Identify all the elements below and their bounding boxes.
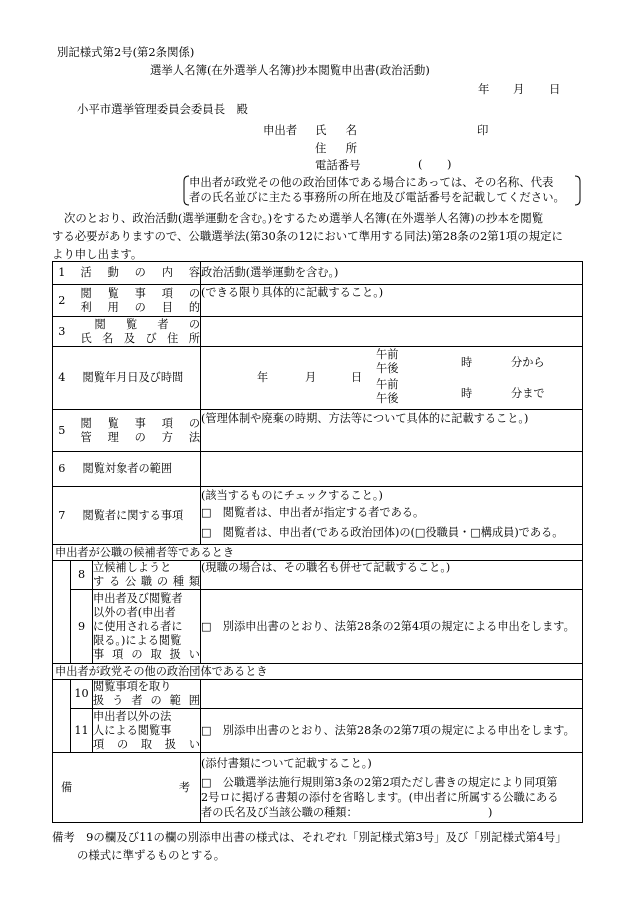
name-label: 氏 名	[315, 123, 357, 137]
corporate-checkbox[interactable]: □ 別添申出書のとおり、法第28条の2第7項の規定による申出をします。	[201, 709, 583, 753]
row-label: 閲 覧 事 項 の 管 理 の 方 法	[71, 410, 201, 452]
remarks-line-2: 2号ロに掲げる書類の添付を省略します。(申出者に所属する公職にある	[201, 790, 559, 804]
pm-label-1: 午後	[376, 362, 399, 375]
row-number: 5	[53, 410, 71, 452]
am-label-1: 午前	[376, 348, 399, 361]
management-field[interactable]: (管理体制や廃棄の時期、方法等について具体的に記載すること。)	[201, 410, 583, 452]
row-label: 閲覧対象者の範囲	[71, 452, 201, 487]
remarks-label: 備 考	[53, 753, 201, 823]
row-label: 活 動 の 内 容	[71, 262, 201, 285]
address-label: 住 所	[315, 141, 357, 155]
indent-cell	[53, 561, 71, 590]
pm-label-2: 午後	[376, 392, 399, 405]
intro-line-3: より申し出ます。	[52, 247, 143, 261]
row-viewer-details	[53, 487, 583, 545]
row-label: 閲覧事項を取り 扱 う 者 の 範 囲	[93, 680, 200, 707]
datetime-field[interactable]	[201, 347, 583, 410]
row-corporate	[53, 709, 583, 753]
year-unit: 年	[257, 371, 269, 384]
row-label: 申出者及び閲覧者 以外の者(申出者 に使用される者に 限る。)による閲覧 事 項 の 取 扱 い	[93, 590, 201, 664]
viewer-designated-checkbox[interactable]: □ 閲覧者は、申出者が指定する者である。	[201, 506, 425, 519]
remarks-field	[201, 753, 583, 823]
row-number: 11	[71, 709, 93, 753]
month-unit: 月	[305, 371, 317, 384]
row-number: 1	[53, 262, 71, 285]
day-unit: 日	[351, 371, 363, 384]
intro-line-2: する必要がありますので、公職選挙法(第30条の12において準用する同法)第28条の2第1項の規定に	[52, 229, 563, 243]
note-line-2: 者の氏名並びに主たる事務所の所在地及び電話番号を記載してください。	[189, 190, 565, 204]
row-number: 2	[53, 285, 71, 317]
footer-note-1: 備考 9の欄及び11の欄の別添申出書の様式は、それぞれ「別記様式第3号」及び「別記様式第4号」	[52, 830, 567, 844]
handler-scope-field[interactable]	[201, 680, 583, 709]
row-remarks	[53, 753, 583, 823]
purpose-field[interactable]: (できる限り具体的に記載すること。)	[201, 285, 583, 317]
date-month: 月	[513, 82, 525, 96]
row-label: 立候補しようと す る 公 職 の 種 類	[93, 561, 201, 588]
hour-unit-2: 時	[461, 387, 473, 400]
phone-label: 電話番号	[315, 158, 361, 172]
application-table	[52, 261, 583, 823]
row-label: 閲覧年月日及び時間	[71, 347, 201, 410]
viewer-details-field	[201, 487, 583, 545]
omit-attachment-checkbox[interactable]: □ 公職選挙法施行規則第3条の2第2項ただし書きの規定により同項第	[201, 775, 558, 789]
from-label: 分から	[511, 356, 545, 369]
row-number: 10	[71, 680, 93, 709]
am-label-2: 午前	[376, 378, 399, 391]
section-political-group	[53, 664, 583, 680]
indent-cell	[53, 590, 71, 664]
third-party-checkbox[interactable]: □ 別添申出書のとおり、法第28条の2第4項の規定による申出をします。	[201, 590, 583, 664]
row-activity	[53, 262, 583, 285]
row-number: 3	[53, 317, 71, 347]
viewer-member-checkbox[interactable]: □ 閲覧者は、申出者(である政治団体)の(□役職員・□構成員)である。	[201, 526, 564, 539]
phone-paren-close: )	[447, 157, 452, 171]
footer-note-2: の様式に準ずるものとする。	[77, 848, 226, 862]
row-number: 4	[53, 347, 71, 410]
row-number: 8	[71, 561, 93, 590]
indent-cell	[53, 680, 71, 709]
section-heading: 申出者が政党その他の政治団体であるとき	[53, 664, 583, 680]
row-datetime	[53, 347, 583, 410]
row-viewer	[53, 317, 583, 347]
remarks-line-3: 者の氏名及び当該公職の種類： )	[201, 805, 493, 819]
row-number: 9	[71, 590, 93, 664]
row-label: 閲覧者に関する事項	[71, 487, 201, 545]
phone-paren-open: (	[418, 157, 423, 171]
indent-cell	[53, 709, 71, 753]
row-management	[53, 410, 583, 452]
section-heading: 申出者が公職の候補者等であるとき	[53, 545, 583, 561]
row-office-type	[53, 561, 583, 590]
document-title: 選挙人名簿(在外選挙人名簿)抄本閲覧申出書(政治活動)	[150, 63, 430, 77]
until-label: 分まで	[511, 387, 545, 400]
check-note: (該当するものにチェックすること。)	[201, 489, 383, 502]
applicant-label: 申出者	[263, 123, 298, 137]
hour-unit-1: 時	[461, 356, 473, 369]
row-number: 6	[53, 452, 71, 487]
row-label: 申出者以外の法 人による閲覧事 項 の 取 扱 い	[93, 709, 201, 751]
addressee: 小平市選挙管理委員会委員長 殿	[77, 102, 248, 116]
viewer-field[interactable]	[201, 317, 583, 347]
office-type-field[interactable]: (現職の場合は、その職名も併せて記載すること。)	[201, 561, 583, 590]
seal-mark: 印	[477, 123, 489, 137]
activity-content: 政治活動(選挙運動を含む。)	[201, 262, 583, 285]
date-year: 年	[478, 82, 490, 96]
intro-line-1: 次のとおり、政治活動(選挙運動を含む。)をするため選挙人名簿(在外選挙人名簿)の抄本を閲覧	[64, 211, 544, 225]
note-line-1: 申出者が政党その他の政治団体である場合にあっては、その名称、代表	[189, 175, 554, 189]
date-day: 日	[549, 82, 561, 96]
scope-field[interactable]	[201, 452, 583, 487]
section-candidate	[53, 545, 583, 561]
row-purpose	[53, 285, 583, 317]
row-third-party	[53, 590, 583, 664]
row-handler-scope	[53, 680, 583, 709]
row-scope	[53, 452, 583, 487]
form-number: 別記様式第2号(第2条関係)	[57, 45, 195, 59]
row-number: 7	[53, 487, 71, 545]
row-label: 閲 覧 事 項 の 利 用 の 目 的	[71, 285, 201, 317]
applicant-note	[183, 175, 581, 206]
row-label: 閲 覧 者 の 氏 名 及 び 住 所	[71, 317, 201, 347]
remarks-note: (添付書類について記載すること。)	[201, 756, 372, 770]
